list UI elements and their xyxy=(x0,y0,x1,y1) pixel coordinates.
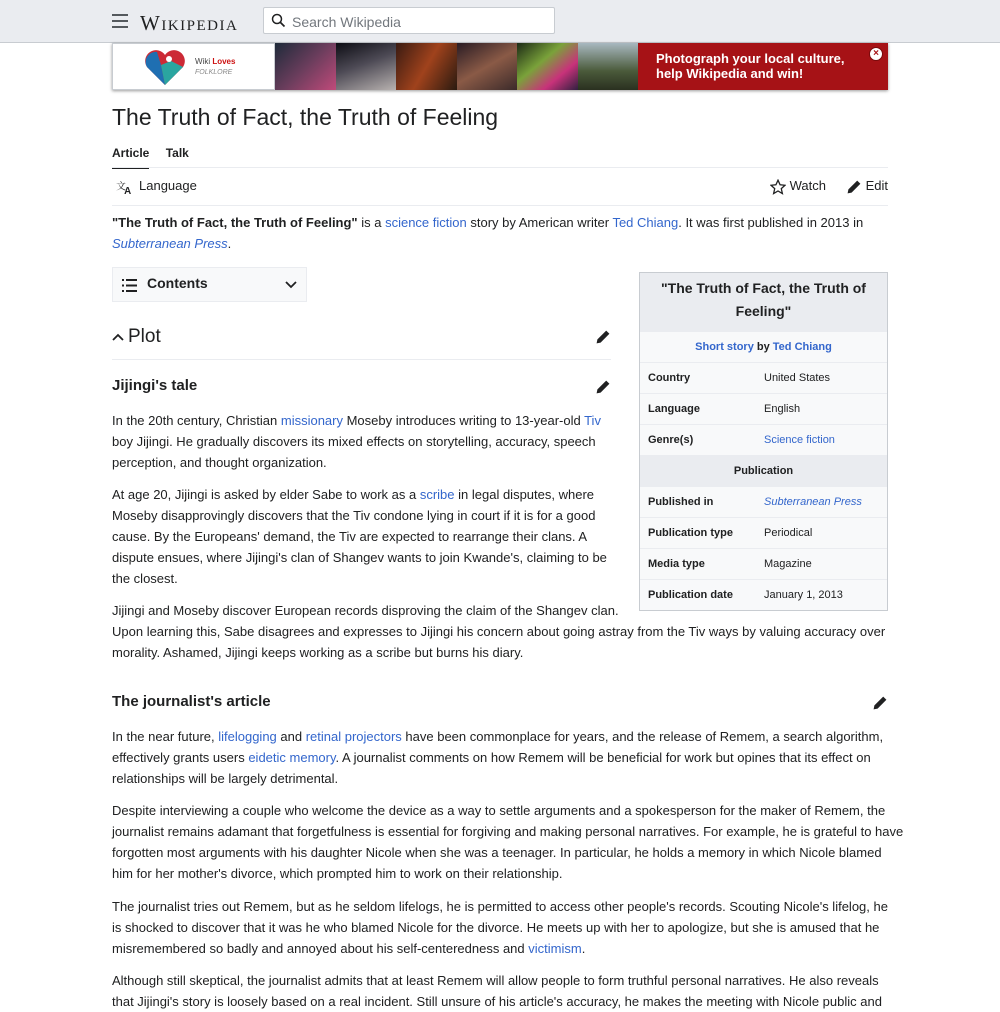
infobox-row-language: Language English xyxy=(640,393,887,424)
page-actions xyxy=(754,178,888,195)
infobox-title: "The Truth of Fact, the Truth of Feeling" xyxy=(640,273,887,331)
list-icon xyxy=(122,279,137,292)
link-subterranean-press[interactable]: Subterranean Press xyxy=(112,236,228,251)
link-short-story[interactable]: Short story xyxy=(695,341,754,353)
language-label[interactable]: Language xyxy=(139,178,197,193)
banner-photo xyxy=(578,43,639,90)
divider xyxy=(112,167,888,168)
banner-photo-strip xyxy=(275,43,638,90)
tab-article[interactable]: Article xyxy=(112,146,149,169)
svg-text:文: 文 xyxy=(116,181,126,193)
banner-close-icon[interactable]: × xyxy=(869,47,883,61)
contents-label[interactable]: Contents xyxy=(147,275,208,291)
edit-label[interactable]: Edit xyxy=(865,178,888,193)
banner-photo xyxy=(275,43,336,90)
star-icon xyxy=(770,179,786,195)
link-published-in[interactable]: Subterranean Press xyxy=(764,496,862,508)
link-ted-chiang-infobox[interactable]: Ted Chiang xyxy=(772,341,832,353)
paragraph: Although still skeptical, the journalist admits that at least Remem will allow people to form truthful personal narratives. He also reveals that Jijingi's story is loosely based on a real incident. Still unsure of his article's accuracy, he makes the meeting with Nicole public and xyxy=(112,973,882,1009)
wordmark-text[interactable]: Wikipedia xyxy=(140,11,239,35)
chevron-up-icon[interactable] xyxy=(112,333,124,341)
link-lifelogging[interactable]: lifelogging xyxy=(218,729,277,744)
link-retinal-projectors[interactable]: retinal projectors xyxy=(305,729,402,744)
translate-icon xyxy=(116,179,134,195)
puzzle-heart-icon xyxy=(143,47,187,87)
link-missionary[interactable]: missionary xyxy=(280,413,343,428)
chevron-down-icon xyxy=(285,281,297,289)
paragraph: The journalist tries out Remem, but as he seldom lifelogs, he is permitted to access other people's records. Scouting Nicole's lifelog, he is shocked to discover that it was he who blamed Nicole for the divorce. He meets up with her to apologize, but she is amused that he misremembered so badly and annoyed about his self-centeredness and victimism. xyxy=(112,899,888,956)
infobox-row-genre: Genre(s) Science fiction xyxy=(640,424,887,455)
infobox-publication-header: Publication xyxy=(640,455,887,486)
contents-toggle[interactable] xyxy=(112,267,307,302)
site-header xyxy=(0,0,1000,43)
watch-label[interactable]: Watch xyxy=(789,178,826,193)
banner-cta-text[interactable]: Photograph your local culture, help Wikipedia and win! xyxy=(656,51,845,81)
section-title: Plot xyxy=(128,326,161,347)
infobox-row-publication-date: Publication date January 1, 2013 xyxy=(640,579,887,610)
svg-text:A: A xyxy=(124,185,132,195)
infobox-subheading: Short story by Ted Chiang xyxy=(640,331,887,362)
link-victimism[interactable]: victimism xyxy=(528,941,582,956)
divider xyxy=(112,205,888,206)
page-title: The Truth of Fact, the Truth of Feeling xyxy=(112,104,499,130)
paragraph: In the near future, lifelogging and retinal projectors have been commonplace for years, and the release of Remem, a search algorithm, effectively grants users eidetic memory. A journalist comments on how Remem will be beneficial for work but opines that its effect on relationships will be largely detrimental. xyxy=(112,729,884,786)
tab-talk[interactable]: Talk xyxy=(165,146,189,160)
paragraph: Despite interviewing a couple who welcome the device as a way to settle arguments and a spokesperson for the maker of Remem, the journalist remains adamant that forgetfulness is essential for forgiving and making personal narratives. For example, he is grateful to have forgotten most arguments with his daughter Nicole when she was a teenager. In particular, he holds a memory in which Nicole blamed him for her mother's divorce, which prompted him to work on their relationship. xyxy=(112,803,904,881)
wikipedia-wordmark[interactable] xyxy=(140,11,238,36)
link-eidetic-memory[interactable]: eidetic memory xyxy=(248,750,336,765)
section-heading-jijingis-tale: Jijingi's tale xyxy=(112,377,198,394)
banner-logo-text: Wiki Loves FOLKLORE xyxy=(195,57,236,76)
paragraph: In the 20th century, Christian missionary Moseby introduces writing to 13-year-old Tiv boy Jijingi. He gradually discovers its mixed effects on storytelling, accuracy, speech perception, and thought organization. xyxy=(112,413,601,470)
link-science-fiction[interactable]: science fiction xyxy=(385,215,467,230)
link-scribe[interactable]: scribe xyxy=(419,487,455,502)
search-icon xyxy=(271,13,286,28)
search-input[interactable] xyxy=(290,11,544,32)
banner-photo xyxy=(396,43,457,90)
section-heading-journalists-article: The journalist's article xyxy=(112,693,271,710)
paragraph: Jijingi and Moseby discover European records disproving the claim of the Shangev clan. Upon learning this, Sabe disagrees and expresses to Jijingi his concern about going astray from the Tiv ways by valuing accuracy over morality. Ashamed, Jijingi keeps working as a scribe but burns his diary. xyxy=(112,603,886,660)
infobox-row-publication-type: Publication type Periodical xyxy=(640,517,887,548)
language-button[interactable] xyxy=(116,178,197,195)
edit-section-jijingi-icon[interactable] xyxy=(595,379,611,395)
banner-call-to-action[interactable] xyxy=(638,43,888,90)
wiki-loves-folklore-banner[interactable] xyxy=(112,43,888,90)
watch-button[interactable] xyxy=(770,178,826,193)
banner-logo xyxy=(112,43,275,90)
banner-photo xyxy=(517,43,578,90)
search-box[interactable] xyxy=(263,7,555,34)
link-genre-science-fiction[interactable]: Science fiction xyxy=(764,434,835,446)
divider xyxy=(112,359,611,360)
paragraph: At age 20, Jijingi is asked by elder Sabe to work as a scribe in legal disputes, where Moseby disapprovingly discovers that the Tiv condone lying in court if it is for a good cause. By the Europeans' demand, the Tiv are expected to rearrange their clans. A dispute ensues, where Jijingi's clan of Shangev wants to join Kwande's, claiming to be the closest. xyxy=(112,487,607,586)
infobox-row-media-type: Media type Magazine xyxy=(640,548,887,579)
link-ted-chiang[interactable]: Ted Chiang xyxy=(612,215,679,230)
edit-button[interactable] xyxy=(846,178,888,193)
infobox-row-published-in: Published in Subterranean Press xyxy=(640,486,887,517)
lead-paragraph: "The Truth of Fact, the Truth of Feeling" is a science fiction story by American writer Ted Chiang. It was first published in 2013 in Subterranean Press. xyxy=(112,215,864,251)
section-heading-plot[interactable] xyxy=(112,326,161,348)
link-tiv[interactable]: Tiv xyxy=(584,413,601,428)
page-tabs xyxy=(112,146,202,160)
banner-photo xyxy=(457,43,518,90)
infobox xyxy=(639,272,888,611)
pencil-icon xyxy=(846,179,862,195)
edit-section-plot-icon[interactable] xyxy=(595,329,611,345)
main-menu-icon[interactable] xyxy=(112,14,128,28)
edit-section-journalist-icon[interactable] xyxy=(872,695,888,711)
infobox-row-country: Country United States xyxy=(640,362,887,393)
banner-photo xyxy=(336,43,397,90)
